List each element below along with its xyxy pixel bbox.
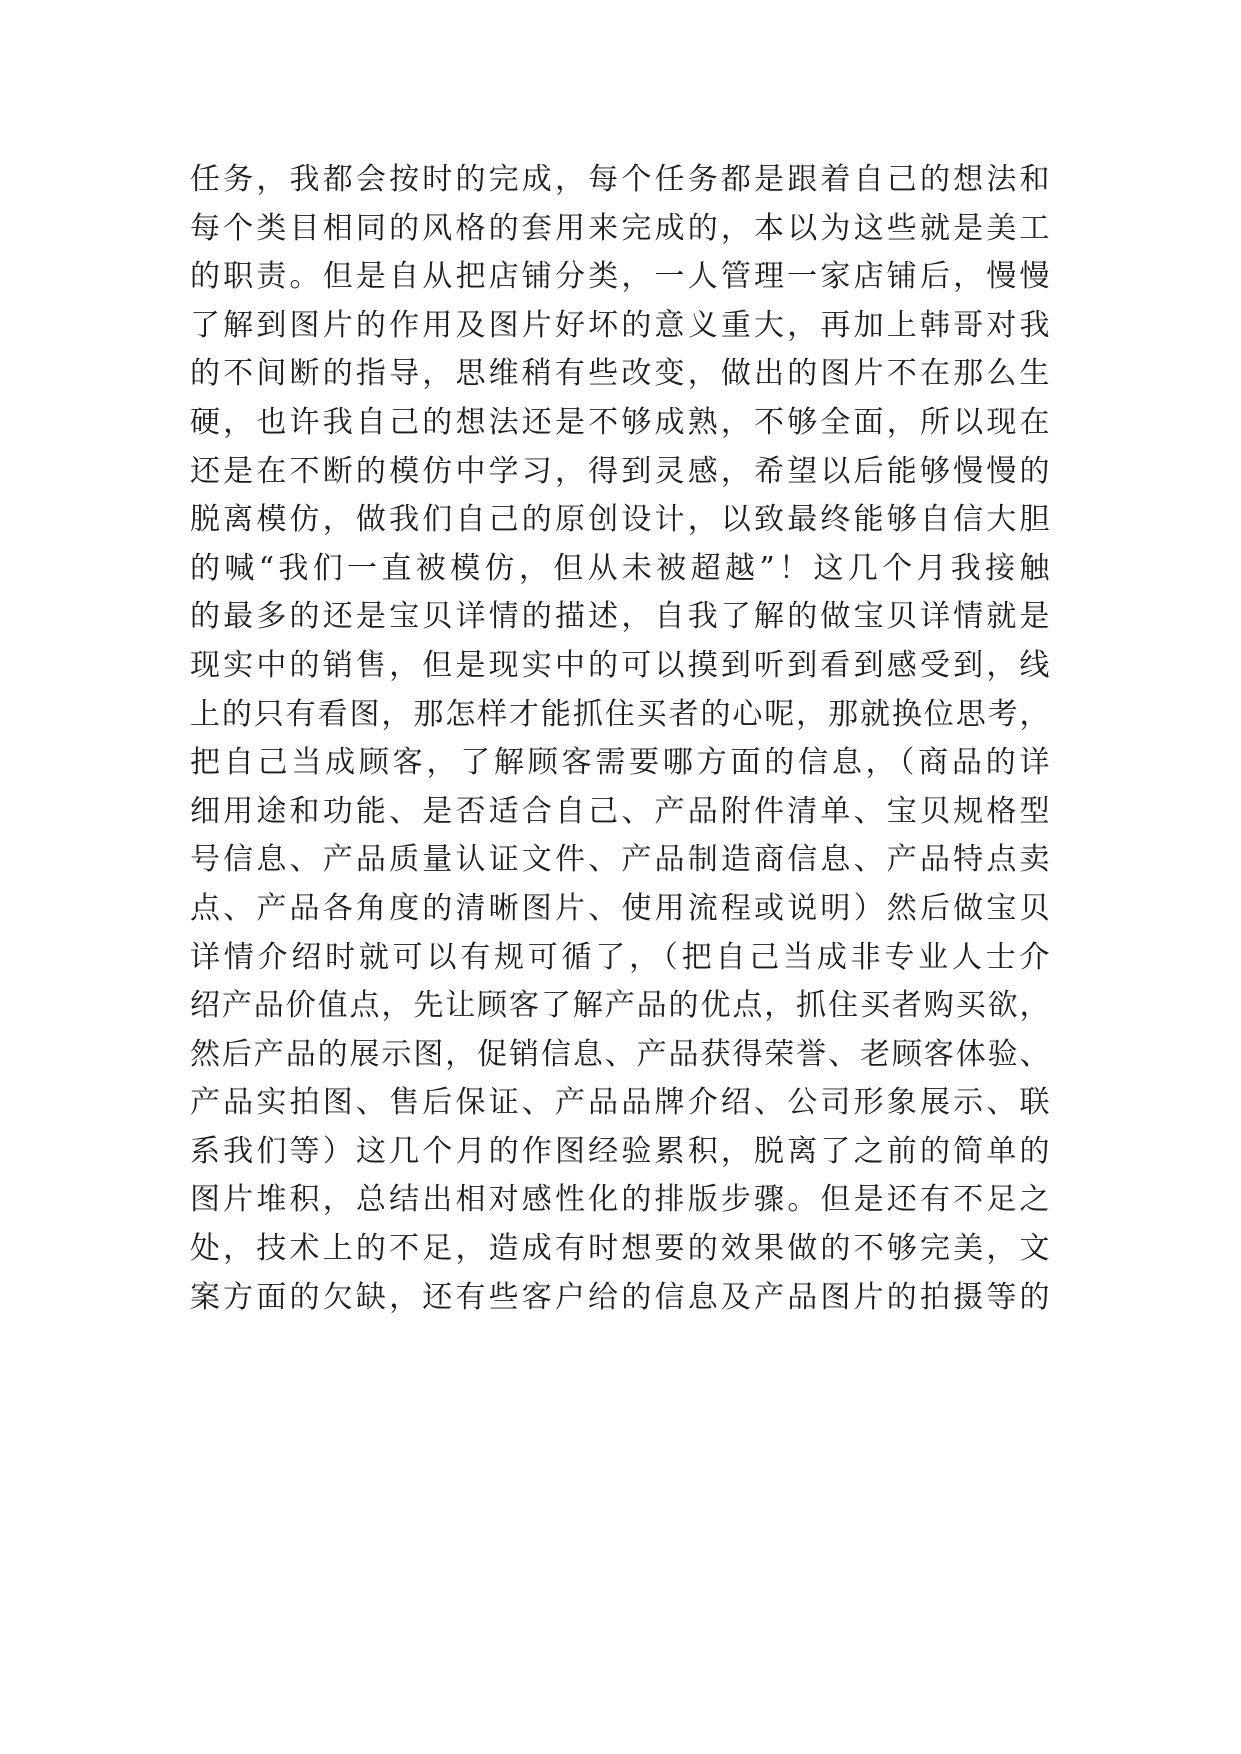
text-line: 产品实拍图、售后保证、产品品牌介绍、公司形象展示、联 [190, 1085, 1050, 1121]
text-line: 任务，我都会按时的完成，每个任务都是跟着自己的想法和 [190, 162, 1050, 197]
text-line: 上的只有看图，那怎样才能抓住买者的心呢，那就换位思考， [190, 696, 1050, 732]
text-line: 绍产品价值点，先让顾客了解产品的优点，抓住买者购买欲， [190, 988, 1050, 1024]
text-line: 的喊“我们一直被模仿，但从未被超越”！这几个月我接触 [190, 550, 1050, 586]
body-text [190, 156, 1050, 1322]
text-line: 系我们等）这几个月的作图经验累积，脱离了之前的简单的 [190, 1133, 1050, 1169]
text-line: 硬，也许我自己的想法还是不够成熟，不够全面，所以现在 [190, 404, 1050, 440]
text-line: 图片堆积，总结出相对感性化的排版步骤。但是还有不足之 [190, 1182, 1050, 1218]
text-line: 现实中的销售，但是现实中的可以摸到听到看到感受到，线 [190, 647, 1050, 683]
text-line: 的职责。但是自从把店铺分类，一人管理一家店铺后，慢慢 [190, 259, 1050, 295]
text-line: 处，技术上的不足，造成有时想要的效果做的不够完美，文 [190, 1231, 1050, 1267]
text-line: 详情介绍时就可以有规可循了，（把自己当成非专业人士介 [190, 939, 1050, 975]
text-line: 细用途和功能、是否适合自己、产品附件清单、宝贝规格型 [190, 793, 1050, 829]
text-line: 的不间断的指导，思维稍有些改变，做出的图片不在那么生 [190, 356, 1050, 392]
text-line: 把自己当成顾客，了解顾客需要哪方面的信息，（商品的详 [190, 745, 1050, 781]
text-line: 然后产品的展示图，促销信息、产品获得荣誉、老顾客体验、 [190, 1036, 1050, 1072]
text-line: 的最多的还是宝贝详情的描述，自我了解的做宝贝详情就是 [190, 599, 1050, 635]
text-line: 还是在不断的模仿中学习，得到灵感，希望以后能够慢慢的 [190, 453, 1050, 489]
text-line: 点、产品各角度的清晰图片、使用流程或说明）然后做宝贝 [190, 890, 1050, 926]
text-line: 每个类目相同的风格的套用来完成的，本以为这些就是美工 [190, 210, 1050, 246]
text-line: 脱离模仿，做我们自己的原创设计，以致最终能够自信大胆 [190, 502, 1050, 538]
text-line: 号信息、产品质量认证文件、产品制造商信息、产品特点卖 [190, 842, 1050, 878]
text-line: 了解到图片的作用及图片好坏的意义重大，再加上韩哥对我 [190, 307, 1050, 343]
text-line: 案方面的欠缺，还有些客户给的信息及产品图片的拍摄等的 [190, 1279, 1050, 1315]
